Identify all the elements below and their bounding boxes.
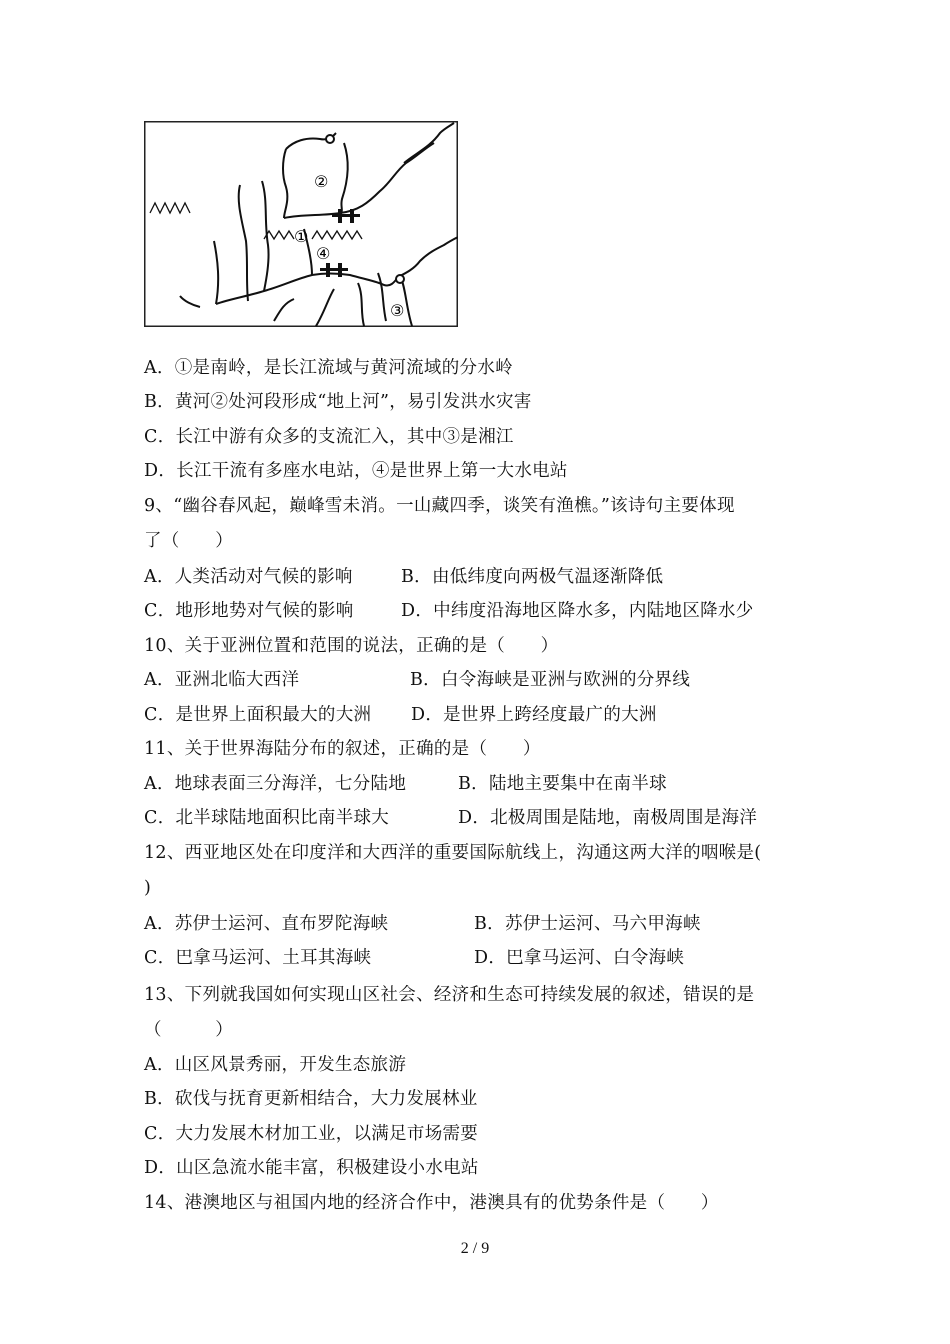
map-label-1: ①	[294, 227, 309, 246]
q8-option-c: C．长江中游有众多的支流汇入，其中③是湘江	[144, 427, 514, 447]
q9-stem: 9、“幽谷春风起，巅峰雪未消。一山藏四季，谈笑有渔樵。”该诗句主要体现	[144, 496, 735, 516]
q10-option-a: A．亚洲北临大西洋	[144, 670, 300, 690]
q12-option-b: B．苏伊士运河、马六甲海峡	[474, 914, 701, 934]
q12-stem-cont: )	[144, 878, 152, 898]
river-map-figure	[144, 121, 458, 327]
q12-option-d: D．巴拿马运河、白令海峡	[474, 948, 685, 968]
q13-option-c: C．大力发展木材加工业，以满足市场需要	[144, 1124, 479, 1144]
q14-stem: 14、港澳地区与祖国内地的经济合作中，港澳具有的优势条件是（ ）	[144, 1193, 719, 1213]
q9-option-b: B．由低纬度向两极气温逐渐降低	[401, 567, 664, 587]
page-number: 2 / 9	[460, 1240, 490, 1257]
map-label-3: ③	[390, 301, 405, 320]
q13-option-a: A．山区风景秀丽，开发生态旅游	[144, 1055, 407, 1075]
q11-option-a: A．地球表面三分海洋，七分陆地	[144, 774, 407, 794]
q13-stem-cont: （ ）	[144, 1020, 233, 1040]
q13-option-b: B．砍伐与抚育更新相结合，大力发展林业	[144, 1089, 478, 1109]
q11-stem: 11、关于世界海陆分布的叙述，正确的是（ ）	[144, 739, 541, 759]
q11-option-b: B．陆地主要集中在南半球	[458, 774, 667, 794]
q10-stem: 10、关于亚洲位置和范围的说法，正确的是（ ）	[144, 636, 559, 656]
q12-option-a: A．苏伊士运河、直布罗陀海峡	[144, 914, 389, 934]
q12-stem: 12、西亚地区处在印度洋和大西洋的重要国际航线上，沟通这两大洋的咽喉是(	[144, 843, 762, 863]
q13-stem: 13、下列就我国如何实现山区社会、经济和生态可持续发展的叙述，错误的是	[144, 985, 755, 1005]
map-label-4: ④	[316, 244, 331, 263]
q11-option-c: C．北半球陆地面积比南半球大	[144, 808, 390, 828]
q8-option-d: D．长江干流有多座水电站，④是世界上第一大水电站	[144, 461, 568, 481]
q8-option-b: B．黄河②处河段形成“地上河”，易引发洪水灾害	[144, 392, 532, 412]
map-label-2: ②	[314, 172, 329, 191]
q10-option-c: C．是世界上面积最大的大洲	[144, 705, 372, 725]
q10-option-b: B．白令海峡是亚洲与欧洲的分界线	[410, 670, 691, 690]
q11-option-d: D．北极周围是陆地，南极周围是海洋	[458, 808, 758, 828]
q9-option-a: A．人类活动对气候的影响	[144, 567, 353, 587]
q13-option-d: D．山区急流水能丰富，积极建设小水电站	[144, 1158, 479, 1178]
q8-option-a: A．①是南岭，是长江流域与黄河流域的分水岭	[144, 358, 513, 378]
q10-option-d: D．是世界上跨经度最广的大洲	[411, 705, 657, 725]
q9-option-d: D．中纬度沿海地区降水多，内陆地区降水少	[401, 601, 754, 621]
q12-option-c: C．巴拿马运河、土耳其海峡	[144, 948, 372, 968]
q9-option-c: C．地形地势对气候的影响	[144, 601, 354, 621]
q9-stem-cont: 了（ ）	[144, 531, 233, 551]
